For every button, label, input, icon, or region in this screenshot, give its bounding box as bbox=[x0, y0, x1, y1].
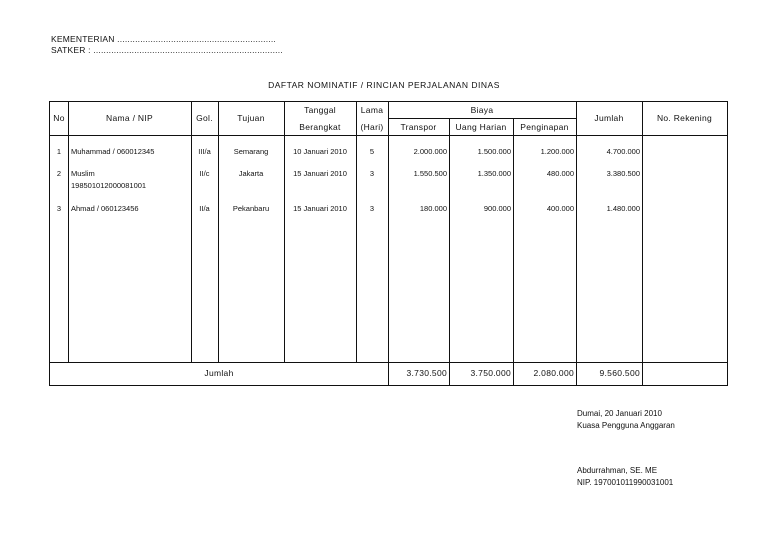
col-header-jumlah: Jumlah bbox=[594, 113, 624, 123]
row-lama: 5 bbox=[369, 147, 375, 156]
col-header-tanggal: Tanggal bbox=[304, 105, 336, 115]
row-tanggal: 10 Januari 2010 bbox=[293, 147, 347, 156]
signature-role: Kuasa Pengguna Anggaran bbox=[577, 421, 675, 430]
row-nama: Ahmad / 060123456 bbox=[71, 204, 139, 213]
row-transpor: 2.000.000 bbox=[413, 147, 447, 156]
col-header-no: No bbox=[53, 113, 65, 123]
col-header-transpor: Transpor bbox=[400, 122, 437, 132]
row-tujuan: Jakarta bbox=[238, 169, 264, 178]
col-header-nama-nip: Nama / NIP bbox=[106, 113, 153, 123]
row-gol: II/a bbox=[199, 204, 210, 213]
col-header-no-rekening: No. Rekening bbox=[656, 113, 713, 123]
row-nama: Muslim bbox=[71, 169, 95, 178]
signature-place-date: Dumai, 20 Januari 2010 bbox=[577, 409, 662, 418]
row-nip: 198501012000081001 bbox=[71, 181, 147, 190]
col-header-penginapan: Penginapan bbox=[520, 122, 569, 132]
document-title: DAFTAR NOMINATIF / RINCIAN PERJALANAN DINAS bbox=[268, 80, 500, 90]
total-jumlah: 9.560.500 bbox=[599, 368, 640, 378]
row-penginapan: 480.000 bbox=[546, 169, 574, 178]
row-transpor: 1.550.500 bbox=[413, 169, 447, 178]
row-jumlah: 4.700.000 bbox=[606, 147, 640, 156]
col-header-biaya: Biaya bbox=[470, 105, 494, 115]
col-header-tujuan: Tujuan bbox=[237, 113, 265, 123]
row-jumlah: 1.480.000 bbox=[606, 204, 640, 213]
row-uang-harian: 1.500.000 bbox=[477, 147, 511, 156]
row-lama: 3 bbox=[369, 204, 375, 213]
col-header-lama: Lama bbox=[360, 105, 384, 115]
row-tujuan: Pekanbaru bbox=[232, 204, 270, 213]
row-penginapan: 1.200.000 bbox=[540, 147, 574, 156]
row-no: 1 bbox=[56, 147, 62, 156]
row-gol: II/c bbox=[199, 169, 210, 178]
row-tujuan: Semarang bbox=[233, 147, 269, 156]
signature-name: Abdurrahman, SE. ME bbox=[577, 466, 658, 475]
col-header-hari: (Hari) bbox=[360, 122, 384, 132]
row-transpor: 180.000 bbox=[419, 204, 447, 213]
row-uang-harian: 1.350.000 bbox=[477, 169, 511, 178]
satker-line: SATKER : .......................................................................... bbox=[51, 45, 283, 55]
row-penginapan: 400.000 bbox=[546, 204, 574, 213]
row-gol: III/a bbox=[198, 147, 211, 156]
row-nama: Muhammad / 060012345 bbox=[71, 147, 155, 156]
kementerian-line: KEMENTERIAN .............................................................. bbox=[51, 34, 276, 44]
row-tanggal: 15 Januari 2010 bbox=[293, 204, 347, 213]
col-header-berangkat: Berangkat bbox=[299, 122, 341, 132]
nominative-table bbox=[49, 101, 728, 386]
total-uang-harian: 3.750.000 bbox=[470, 368, 511, 378]
row-jumlah: 3.380.500 bbox=[606, 169, 640, 178]
row-uang-harian: 900.000 bbox=[483, 204, 511, 213]
row-tanggal: 15 Januari 2010 bbox=[293, 169, 347, 178]
totals-label: Jumlah bbox=[204, 368, 234, 378]
total-penginapan: 2.080.000 bbox=[533, 368, 574, 378]
row-lama: 3 bbox=[369, 169, 375, 178]
signature-nip: NIP. 197001011990031001 bbox=[577, 478, 674, 487]
row-no: 3 bbox=[56, 204, 62, 213]
col-header-gol: Gol. bbox=[196, 113, 213, 123]
col-header-uang-harian: Uang Harian bbox=[455, 122, 507, 132]
row-no: 2 bbox=[56, 169, 62, 178]
total-transpor: 3.730.500 bbox=[406, 368, 447, 378]
